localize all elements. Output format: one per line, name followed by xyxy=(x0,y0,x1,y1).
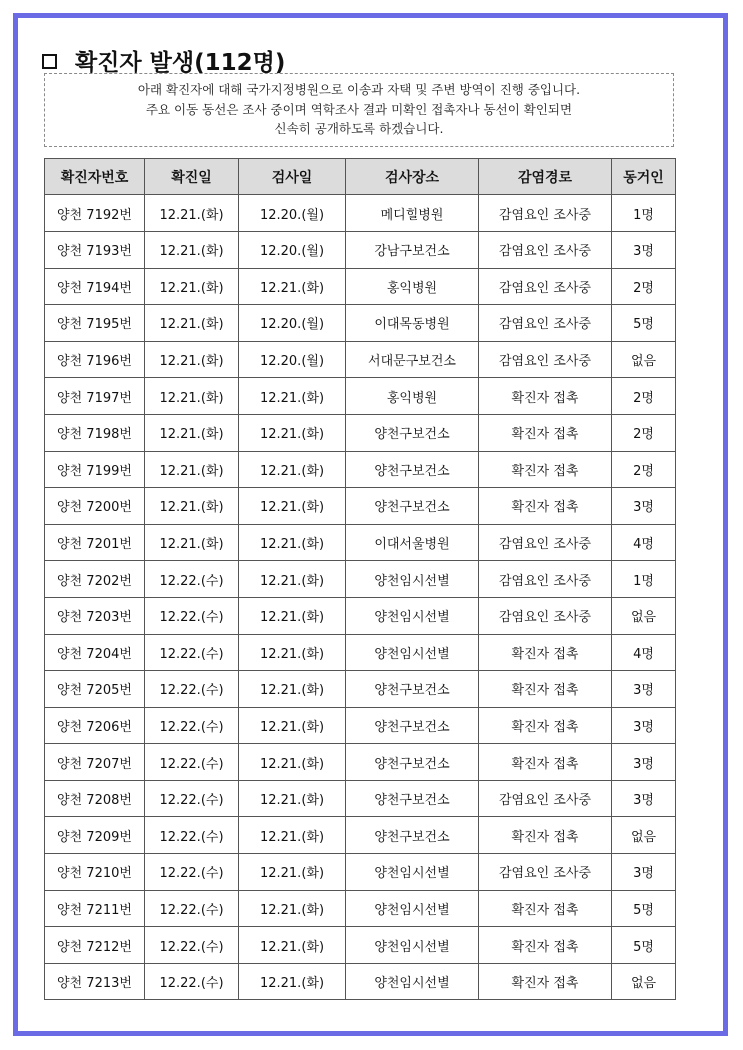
table-row xyxy=(45,671,676,708)
case-number-cell: 양천 7199번 xyxy=(45,451,145,488)
test-site-cell: 양천구보건소 xyxy=(346,671,479,708)
table-row xyxy=(45,378,676,415)
cohabitants-cell: 1명 xyxy=(612,195,676,232)
test-date-cell: 12.21.(화) xyxy=(239,488,346,525)
case-number-cell: 양천 7195번 xyxy=(45,305,145,342)
confirmed-date-cell: 12.22.(수) xyxy=(145,671,239,708)
notice-line: 주요 이동 동선은 조사 중이며 역학조사 결과 미확인 접촉자나 동선이 확인되면 xyxy=(145,101,573,117)
test-site-cell: 메디힐병원 xyxy=(346,195,479,232)
test-date-cell: 12.21.(화) xyxy=(239,744,346,781)
confirmed-date-cell: 12.22.(수) xyxy=(145,561,239,598)
case-number-cell: 양천 7201번 xyxy=(45,524,145,561)
table-row xyxy=(45,524,676,561)
test-date-cell: 12.21.(화) xyxy=(239,854,346,891)
infection-route-cell: 확진자 접촉 xyxy=(479,963,612,1000)
test-date-cell: 12.21.(화) xyxy=(239,780,346,817)
confirmed-date-cell: 12.22.(수) xyxy=(145,927,239,964)
confirmed-date-cell: 12.22.(수) xyxy=(145,963,239,1000)
confirmed-date-cell: 12.22.(수) xyxy=(145,780,239,817)
cohabitants-cell: 2명 xyxy=(612,414,676,451)
table-row xyxy=(45,634,676,671)
confirmed-date-cell: 12.22.(수) xyxy=(145,890,239,927)
confirmed-date-cell: 12.22.(수) xyxy=(145,744,239,781)
cohabitants-cell: 없음 xyxy=(612,963,676,1000)
table-row xyxy=(45,488,676,525)
confirmed-date-cell: 12.22.(수) xyxy=(145,854,239,891)
cohabitants-cell: 3명 xyxy=(612,488,676,525)
case-number-cell: 양천 7197번 xyxy=(45,378,145,415)
confirmed-date-cell: 12.22.(수) xyxy=(145,634,239,671)
cohabitants-cell: 없음 xyxy=(612,341,676,378)
cohabitants-cell: 3명 xyxy=(612,671,676,708)
infection-route-cell: 확진자 접촉 xyxy=(479,890,612,927)
test-date-cell: 12.21.(화) xyxy=(239,634,346,671)
cohabitants-cell: 3명 xyxy=(612,780,676,817)
page-title-text: 확진자 발생(112명) xyxy=(75,49,286,76)
infection-route-cell: 확진자 접촉 xyxy=(479,817,612,854)
table-header xyxy=(45,159,676,195)
case-number-cell: 양천 7207번 xyxy=(45,744,145,781)
test-date-cell: 12.21.(화) xyxy=(239,671,346,708)
table-row xyxy=(45,890,676,927)
test-site-cell: 양천구보건소 xyxy=(346,488,479,525)
infection-route-cell: 감염요인 조사중 xyxy=(479,780,612,817)
confirmed-date-cell: 12.22.(수) xyxy=(145,817,239,854)
cohabitants-cell: 2명 xyxy=(612,268,676,305)
notice-box xyxy=(44,73,674,147)
test-site-cell: 양천구보건소 xyxy=(346,707,479,744)
case-number-cell: 양천 7193번 xyxy=(45,231,145,268)
confirmed-date-cell: 12.21.(화) xyxy=(145,195,239,232)
test-site-cell: 양천구보건소 xyxy=(346,744,479,781)
test-site-cell: 양천구보건소 xyxy=(346,817,479,854)
confirmed-date-cell: 12.21.(화) xyxy=(145,488,239,525)
confirmed-date-cell: 12.21.(화) xyxy=(145,451,239,488)
cases-table xyxy=(44,158,676,1000)
test-date-cell: 12.20.(월) xyxy=(239,195,346,232)
cohabitants-cell: 3명 xyxy=(612,231,676,268)
test-site-cell: 양천임시선별 xyxy=(346,854,479,891)
header-confirmed-date: 확진일 xyxy=(145,159,239,195)
case-number-cell: 양천 7192번 xyxy=(45,195,145,232)
case-number-cell: 양천 7200번 xyxy=(45,488,145,525)
test-date-cell: 12.21.(화) xyxy=(239,707,346,744)
table-row xyxy=(45,341,676,378)
confirmed-date-cell: 12.21.(화) xyxy=(145,231,239,268)
test-site-cell: 양천임시선별 xyxy=(346,890,479,927)
test-date-cell: 12.21.(화) xyxy=(239,927,346,964)
confirmed-date-cell: 12.21.(화) xyxy=(145,378,239,415)
test-date-cell: 12.21.(화) xyxy=(239,597,346,634)
cohabitants-cell: 없음 xyxy=(612,597,676,634)
table-row xyxy=(45,597,676,634)
notice-line: 아래 확진자에 대해 국가지정병원으로 이송과 자택 및 주변 방역이 진행 중입니다. xyxy=(137,82,581,97)
infection-route-cell: 감염요인 조사중 xyxy=(479,305,612,342)
test-site-cell: 양천임시선별 xyxy=(346,561,479,598)
infection-route-cell: 감염요인 조사중 xyxy=(479,231,612,268)
cohabitants-cell: 4명 xyxy=(612,524,676,561)
test-date-cell: 12.21.(화) xyxy=(239,890,346,927)
infection-route-cell: 감염요인 조사중 xyxy=(479,524,612,561)
cohabitants-cell: 3명 xyxy=(612,854,676,891)
test-site-cell: 양천임시선별 xyxy=(346,634,479,671)
infection-route-cell: 감염요인 조사중 xyxy=(479,561,612,598)
test-date-cell: 12.21.(화) xyxy=(239,524,346,561)
test-site-cell: 양천임시선별 xyxy=(346,927,479,964)
test-site-cell: 양천구보건소 xyxy=(346,780,479,817)
case-number-cell: 양천 7198번 xyxy=(45,414,145,451)
test-site-cell: 양천구보건소 xyxy=(346,451,479,488)
test-date-cell: 12.20.(월) xyxy=(239,341,346,378)
case-number-cell: 양천 7204번 xyxy=(45,634,145,671)
table-row xyxy=(45,414,676,451)
header-case-number: 확진자번호 xyxy=(45,159,145,195)
cohabitants-cell: 2명 xyxy=(612,451,676,488)
infection-route-cell: 확진자 접촉 xyxy=(479,707,612,744)
cohabitants-cell: 5명 xyxy=(612,305,676,342)
table-body xyxy=(45,195,676,1000)
case-number-cell: 양천 7206번 xyxy=(45,707,145,744)
case-number-cell: 양천 7213번 xyxy=(45,963,145,1000)
notice-line: 신속히 공개하도록 하겠습니다. xyxy=(274,121,444,136)
infection-route-cell: 감염요인 조사중 xyxy=(479,854,612,891)
infection-route-cell: 확진자 접촉 xyxy=(479,451,612,488)
test-site-cell: 양천구보건소 xyxy=(346,414,479,451)
header-row xyxy=(45,159,676,195)
case-number-cell: 양천 7196번 xyxy=(45,341,145,378)
header-test-site: 검사장소 xyxy=(346,159,479,195)
infection-route-cell: 확진자 접촉 xyxy=(479,927,612,964)
infection-route-cell: 확진자 접촉 xyxy=(479,414,612,451)
infection-route-cell: 확진자 접촉 xyxy=(479,634,612,671)
case-number-cell: 양천 7194번 xyxy=(45,268,145,305)
square-bullet-icon xyxy=(42,54,57,69)
table-row xyxy=(45,195,676,232)
test-date-cell: 12.21.(화) xyxy=(239,414,346,451)
table-row xyxy=(45,817,676,854)
case-number-cell: 양천 7203번 xyxy=(45,597,145,634)
confirmed-date-cell: 12.21.(화) xyxy=(145,524,239,561)
case-number-cell: 양천 7202번 xyxy=(45,561,145,598)
case-number-cell: 양천 7211번 xyxy=(45,890,145,927)
test-date-cell: 12.21.(화) xyxy=(239,963,346,1000)
header-infection-route: 감염경로 xyxy=(479,159,612,195)
cohabitants-cell: 4명 xyxy=(612,634,676,671)
table-row xyxy=(45,561,676,598)
confirmed-date-cell: 12.22.(수) xyxy=(145,707,239,744)
case-number-cell: 양천 7205번 xyxy=(45,671,145,708)
test-date-cell: 12.21.(화) xyxy=(239,561,346,598)
cohabitants-cell: 3명 xyxy=(612,707,676,744)
table-row xyxy=(45,963,676,1000)
test-site-cell: 강남구보건소 xyxy=(346,231,479,268)
cohabitants-cell: 없음 xyxy=(612,817,676,854)
confirmed-date-cell: 12.21.(화) xyxy=(145,414,239,451)
test-date-cell: 12.21.(화) xyxy=(239,817,346,854)
test-site-cell: 홍익병원 xyxy=(346,378,479,415)
table-row xyxy=(45,780,676,817)
table-row xyxy=(45,854,676,891)
confirmed-date-cell: 12.21.(화) xyxy=(145,268,239,305)
infection-route-cell: 감염요인 조사중 xyxy=(479,597,612,634)
table-row xyxy=(45,744,676,781)
header-cohabitants: 동거인 xyxy=(612,159,676,195)
infection-route-cell: 확진자 접촉 xyxy=(479,378,612,415)
confirmed-date-cell: 12.22.(수) xyxy=(145,597,239,634)
test-site-cell: 양천임시선별 xyxy=(346,597,479,634)
test-site-cell: 홍익병원 xyxy=(346,268,479,305)
table-row xyxy=(45,305,676,342)
test-date-cell: 12.21.(화) xyxy=(239,378,346,415)
table-row xyxy=(45,451,676,488)
infection-route-cell: 확진자 접촉 xyxy=(479,488,612,525)
infection-route-cell: 감염요인 조사중 xyxy=(479,268,612,305)
header-test-date: 검사일 xyxy=(239,159,346,195)
cohabitants-cell: 1명 xyxy=(612,561,676,598)
test-site-cell: 이대서울병원 xyxy=(346,524,479,561)
test-site-cell: 서대문구보건소 xyxy=(346,341,479,378)
test-site-cell: 이대목동병원 xyxy=(346,305,479,342)
test-date-cell: 12.21.(화) xyxy=(239,268,346,305)
infection-route-cell: 감염요인 조사중 xyxy=(479,341,612,378)
cohabitants-cell: 2명 xyxy=(612,378,676,415)
case-number-cell: 양천 7212번 xyxy=(45,927,145,964)
case-number-cell: 양천 7209번 xyxy=(45,817,145,854)
infection-route-cell: 감염요인 조사중 xyxy=(479,195,612,232)
cohabitants-cell: 5명 xyxy=(612,890,676,927)
case-number-cell: 양천 7208번 xyxy=(45,780,145,817)
table-row xyxy=(45,268,676,305)
infection-route-cell: 확진자 접촉 xyxy=(479,744,612,781)
table-row xyxy=(45,927,676,964)
table-row xyxy=(45,707,676,744)
test-date-cell: 12.20.(월) xyxy=(239,231,346,268)
confirmed-date-cell: 12.21.(화) xyxy=(145,305,239,342)
table-row xyxy=(45,231,676,268)
cohabitants-cell: 3명 xyxy=(612,744,676,781)
test-date-cell: 12.20.(월) xyxy=(239,305,346,342)
confirmed-date-cell: 12.21.(화) xyxy=(145,341,239,378)
case-number-cell: 양천 7210번 xyxy=(45,854,145,891)
cohabitants-cell: 5명 xyxy=(612,927,676,964)
test-site-cell: 양천임시선별 xyxy=(346,963,479,1000)
test-date-cell: 12.21.(화) xyxy=(239,451,346,488)
infection-route-cell: 확진자 접촉 xyxy=(479,671,612,708)
